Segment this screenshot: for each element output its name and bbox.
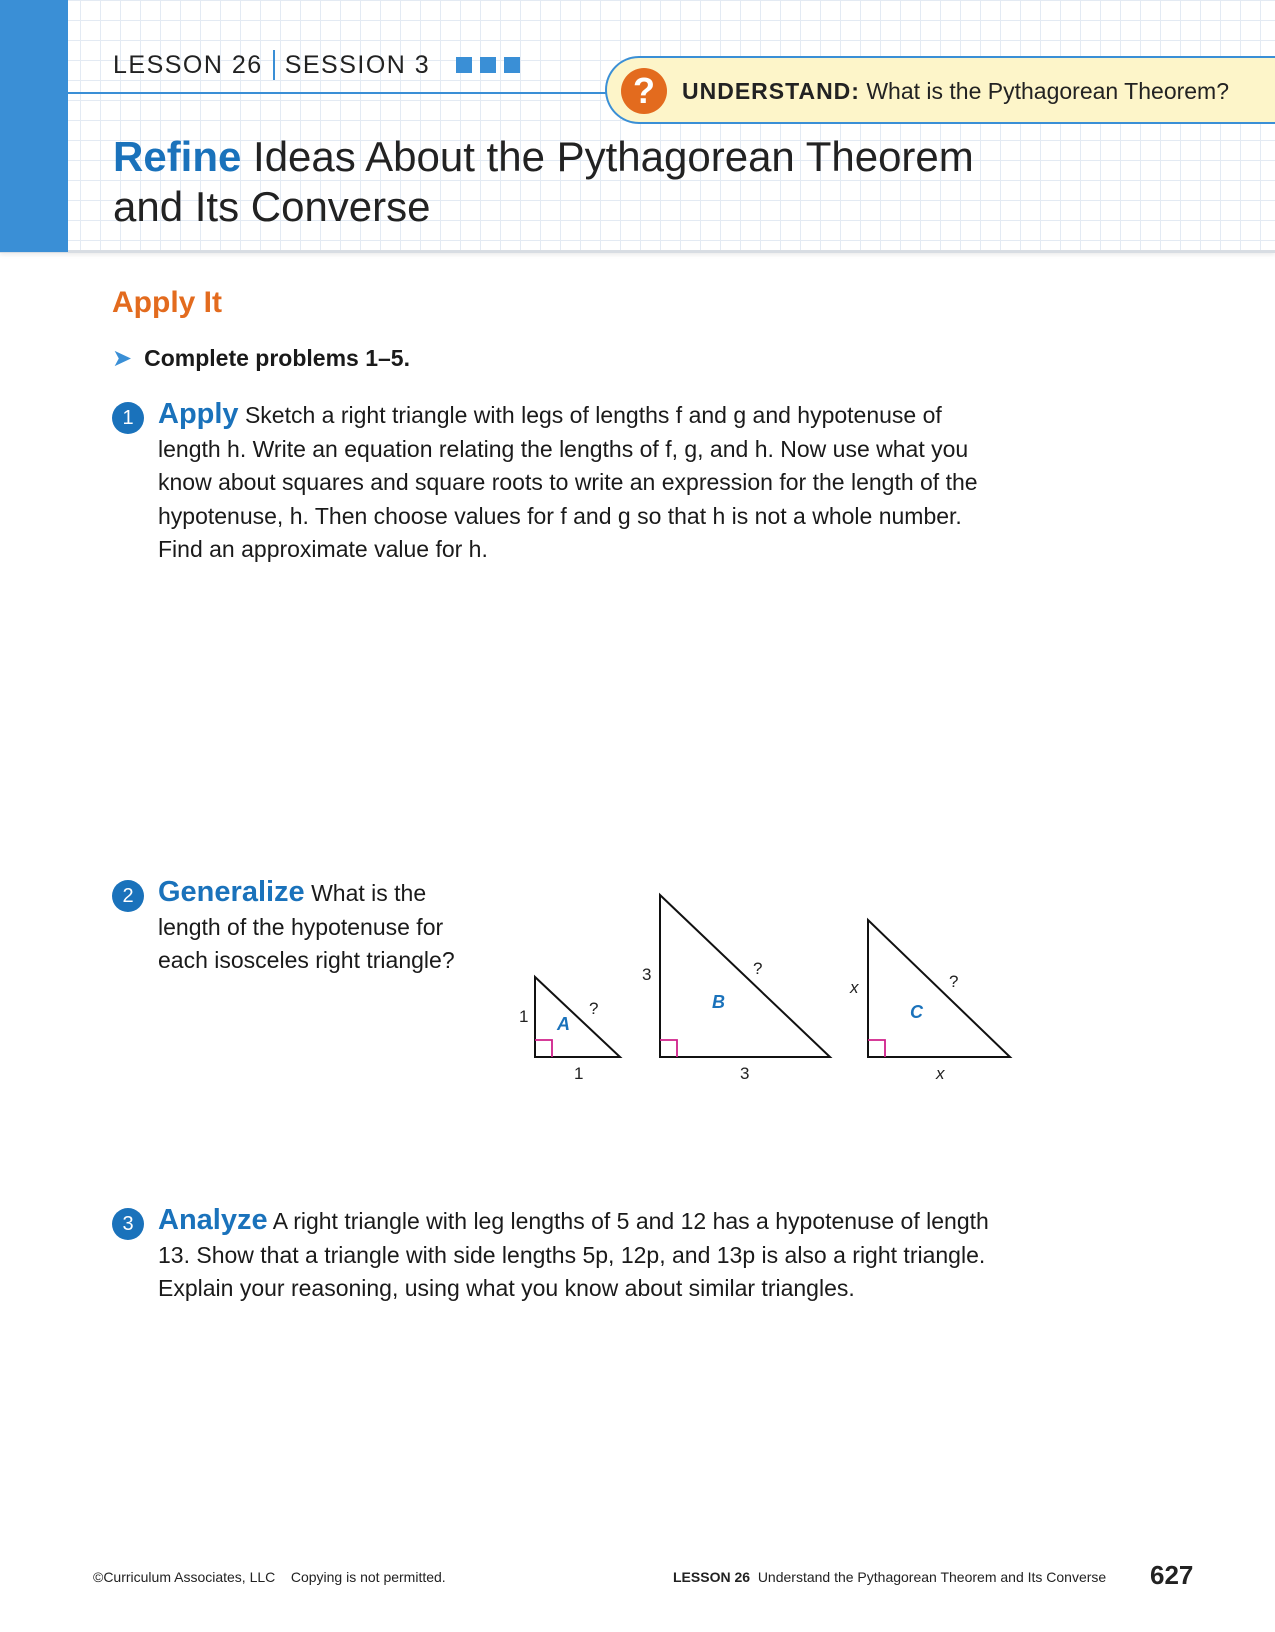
- progress-square: [480, 57, 496, 73]
- arrow-icon: ➤: [112, 345, 133, 372]
- triangle-b-label: B: [712, 992, 725, 1012]
- title-keyword: Refine: [113, 133, 242, 180]
- problem-3: [158, 1204, 998, 1306]
- divider: [273, 50, 275, 80]
- footer-lesson: [673, 1569, 1106, 1585]
- triangle-c-horizontal-leg: x: [936, 1064, 945, 1083]
- problem-keyword: Generalize: [158, 876, 305, 908]
- triangle-a-shape: [535, 977, 620, 1057]
- triangle-b-hypotenuse: ?: [753, 959, 763, 978]
- page-title: [113, 132, 1013, 232]
- triangle-b-horizontal-leg: 3: [740, 1064, 750, 1083]
- triangle-a-horizontal-leg: 1: [574, 1064, 584, 1083]
- problem-number: 1: [112, 402, 144, 434]
- triangle-a-label: A: [557, 1014, 570, 1034]
- page-number: 627: [1150, 1560, 1194, 1590]
- progress-square: [456, 57, 472, 73]
- triangle-b-vertical-leg: 3: [642, 965, 652, 984]
- triangles-figure: [500, 880, 1020, 1090]
- section-heading: Apply It: [112, 286, 222, 319]
- lesson-session-label: [113, 50, 520, 80]
- triangle-c-vertical-leg: x: [850, 978, 859, 997]
- triangle-a: [519, 977, 620, 1083]
- understand-label: UNDERSTAND:: [682, 78, 860, 104]
- problem-text: A right triangle with leg lengths of 5 and 12 has a hypotenuse of length 13. Show that a triangle with side lengths 5p, 12p, and 13p is also a right triangle. Explain your reasoning, using what you know about similar triangles.: [158, 1208, 989, 1301]
- footer-lesson-title: Understand the Pythagorean Theorem and Its Converse: [757, 1569, 1107, 1585]
- triangle-c-label: C: [910, 1002, 923, 1022]
- right-angle-mark: [868, 1040, 885, 1057]
- title-line1: Ideas About the Pythagorean Theorem: [253, 133, 974, 180]
- copyright-text: ©Curriculum Associates, LLC: [93, 1569, 276, 1585]
- triangle-c-shape: [868, 920, 1010, 1057]
- progress-square: [504, 57, 520, 73]
- session-progress-squares: [456, 57, 520, 73]
- problem-text: Sketch a right triangle with legs of lengths f and g and hypotenuse of length h. Write an equation relating the lengths of f, g, and h. Now use what you know about squares and square roots to write an expression for the length of the hypotenuse, h. Then choose values for f and g so that h is not a whole number. Find an approximate value for h.: [158, 402, 978, 562]
- problem-keyword: Apply: [158, 398, 239, 430]
- triangle-c: [849, 920, 1010, 1083]
- question-icon: ?: [621, 68, 667, 114]
- problem-number: 3: [112, 1208, 144, 1240]
- right-angle-mark: [660, 1040, 677, 1057]
- triangle-b: [642, 895, 830, 1083]
- understand-banner: [605, 56, 1275, 124]
- instruction-text: Complete problems 1–5.: [144, 345, 410, 371]
- problem-number: 2: [112, 880, 144, 912]
- problem-2: [158, 876, 468, 978]
- triangle-a-vertical-leg: 1: [519, 1007, 529, 1026]
- side-color-bar: [0, 0, 68, 252]
- copy-notice: Copying is not permitted.: [290, 1569, 446, 1585]
- triangle-b-shape: [660, 895, 830, 1057]
- problem-keyword: Analyze: [158, 1204, 268, 1236]
- title-line2: and Its Converse: [113, 183, 431, 230]
- understand-text: [682, 78, 1229, 105]
- page-header: [0, 0, 1275, 253]
- footer-copyright: [93, 1569, 446, 1585]
- lesson-label: LESSON 26: [113, 50, 263, 79]
- problem-text: What is the length of the hypotenuse for each isosceles right triangle?: [158, 880, 455, 973]
- understand-question: What is the Pythagorean Theorem?: [866, 78, 1230, 104]
- instruction: [112, 344, 410, 373]
- session-label: SESSION 3: [284, 50, 431, 79]
- header-rule: [68, 92, 628, 94]
- footer-lesson-label: LESSON 26: [673, 1569, 751, 1585]
- problem-1: [158, 398, 1008, 567]
- triangle-c-hypotenuse: ?: [949, 972, 959, 991]
- triangle-a-hypotenuse: ?: [589, 999, 599, 1018]
- right-angle-mark: [535, 1040, 552, 1057]
